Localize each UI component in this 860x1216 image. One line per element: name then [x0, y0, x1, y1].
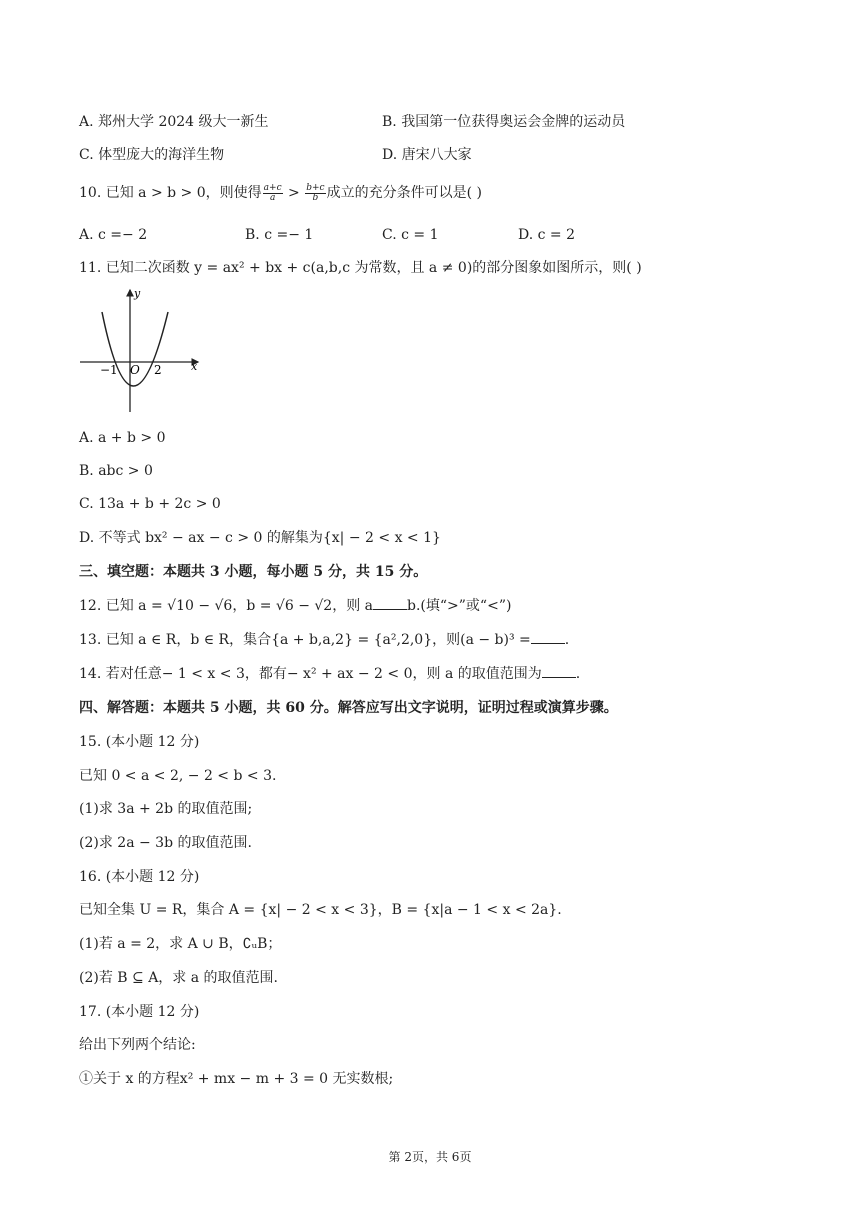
q13-prefix: 13. 已知 a ∈ R，b ∈ R，集合{a + b,a,2} = {a²,2,0}，则(a − b)³ = — [79, 632, 531, 648]
q15-part-2: (2)求 2a − 3b 的取值范围. — [79, 835, 252, 851]
q12-prefix: 12. 已知 a = √10 − √6，b = √6 − √2，则 a — [79, 598, 374, 614]
q10-fraction-2 — [305, 184, 325, 203]
q10-option-d: D. c = 2 — [518, 227, 576, 243]
q13-answer-blank[interactable] — [531, 630, 565, 644]
q12 — [79, 596, 511, 616]
q10-fraction-1-den: a — [269, 192, 276, 203]
page-footer: 第 2页，共 6页 — [388, 1150, 472, 1164]
q15-given: 已知 0 < a < 2, − 2 < b < 3. — [79, 768, 277, 784]
q17-intro: 给出下列两个结论: — [79, 1037, 196, 1053]
q12-answer-blank[interactable] — [373, 596, 407, 610]
q9-option-b: B. 我国第一位获得奥运会金牌的运动员 — [382, 114, 626, 130]
q11-option-d: D. 不等式 bx² − ax − c > 0 的解集为{x| − 2 < x < 1} — [79, 530, 441, 546]
q14-prefix: 14. 若对任意− 1 < x < 3，都有− x² + ax − 2 < 0，则 a 的取值范围为 — [79, 666, 542, 682]
q10-option-b: B. c =− 1 — [245, 227, 314, 243]
q13 — [79, 630, 569, 650]
origin-label: O — [130, 363, 140, 377]
q10-prefix: 10. 已知 a > b > 0，则使得 — [79, 185, 262, 201]
q10-suffix: 成立的充分条件可以是( ) — [326, 185, 482, 201]
q11-stem: 11. 已知二次函数 y = ax² + bx + c(a,b,c 为常数，且 a ≠ 0)的部分图象如图所示，则( ) — [79, 260, 642, 276]
section-4-heading: 四、解答题：本题共 5 小题，共 60 分。解答应写出文字说明，证明过程或演算步骤。 — [79, 700, 618, 716]
q10-option-a: A. c =− 2 — [79, 227, 148, 243]
q12-suffix: b.(填“>”或“<”) — [407, 598, 512, 614]
q16-part-1: (1)若 a = 2，求 A ∪ B，∁ᵤB； — [79, 936, 282, 952]
q10-greater-sign: > — [283, 185, 305, 201]
q11-option-c: C. 13a + b + 2c > 0 — [79, 496, 221, 512]
x-axis-label: x — [191, 360, 198, 373]
q9-option-a: A. 郑州大学 2024 级大一新生 — [79, 114, 269, 130]
y-axis-label: y — [134, 287, 141, 300]
q10-option-c: C. c = 1 — [382, 227, 439, 243]
q15-header: 15. (本小题 12 分) — [79, 734, 200, 750]
q14-suffix: . — [575, 666, 581, 682]
section-3-heading: 三、填空题：本题共 3 小题，每小题 5 分，共 15 分。 — [79, 564, 428, 580]
q10-fraction-2-den: b — [312, 192, 319, 203]
q17-conclusion-1: ①关于 x 的方程x² + mx − m + 3 = 0 无实数根; — [79, 1071, 394, 1087]
q15-part-1: (1)求 3a + 2b 的取值范围; — [79, 801, 253, 817]
q10-fraction-1-num: a+c — [263, 182, 282, 193]
q10-fraction-2-num: b+c — [306, 182, 325, 193]
q11-option-b: B. abc > 0 — [79, 463, 153, 479]
q16-given: 已知全集 U = R，集合 A = {x| − 2 < x < 3}，B = {x|a − 1 < x < 2a}. — [79, 902, 562, 918]
neg-one-label: −1 — [100, 363, 118, 377]
q13-suffix: . — [564, 632, 570, 648]
q16-header: 16. (本小题 12 分) — [79, 869, 200, 885]
q10-fraction-1 — [263, 184, 283, 203]
two-label: 2 — [154, 363, 162, 377]
q9-option-c: C. 体型庞大的海洋生物 — [79, 147, 225, 163]
q16-part-2: (2)若 B ⊆ A，求 a 的取值范围. — [79, 970, 279, 986]
q14-answer-blank[interactable] — [542, 664, 576, 678]
q17-header: 17. (本小题 12 分) — [79, 1004, 200, 1020]
q11-parabola-graph — [78, 284, 202, 416]
q14 — [79, 664, 580, 684]
q9-option-d: D. 唐宋八大家 — [382, 147, 472, 163]
q11-option-a: A. a + b > 0 — [79, 430, 166, 446]
q10-stem — [79, 183, 482, 203]
